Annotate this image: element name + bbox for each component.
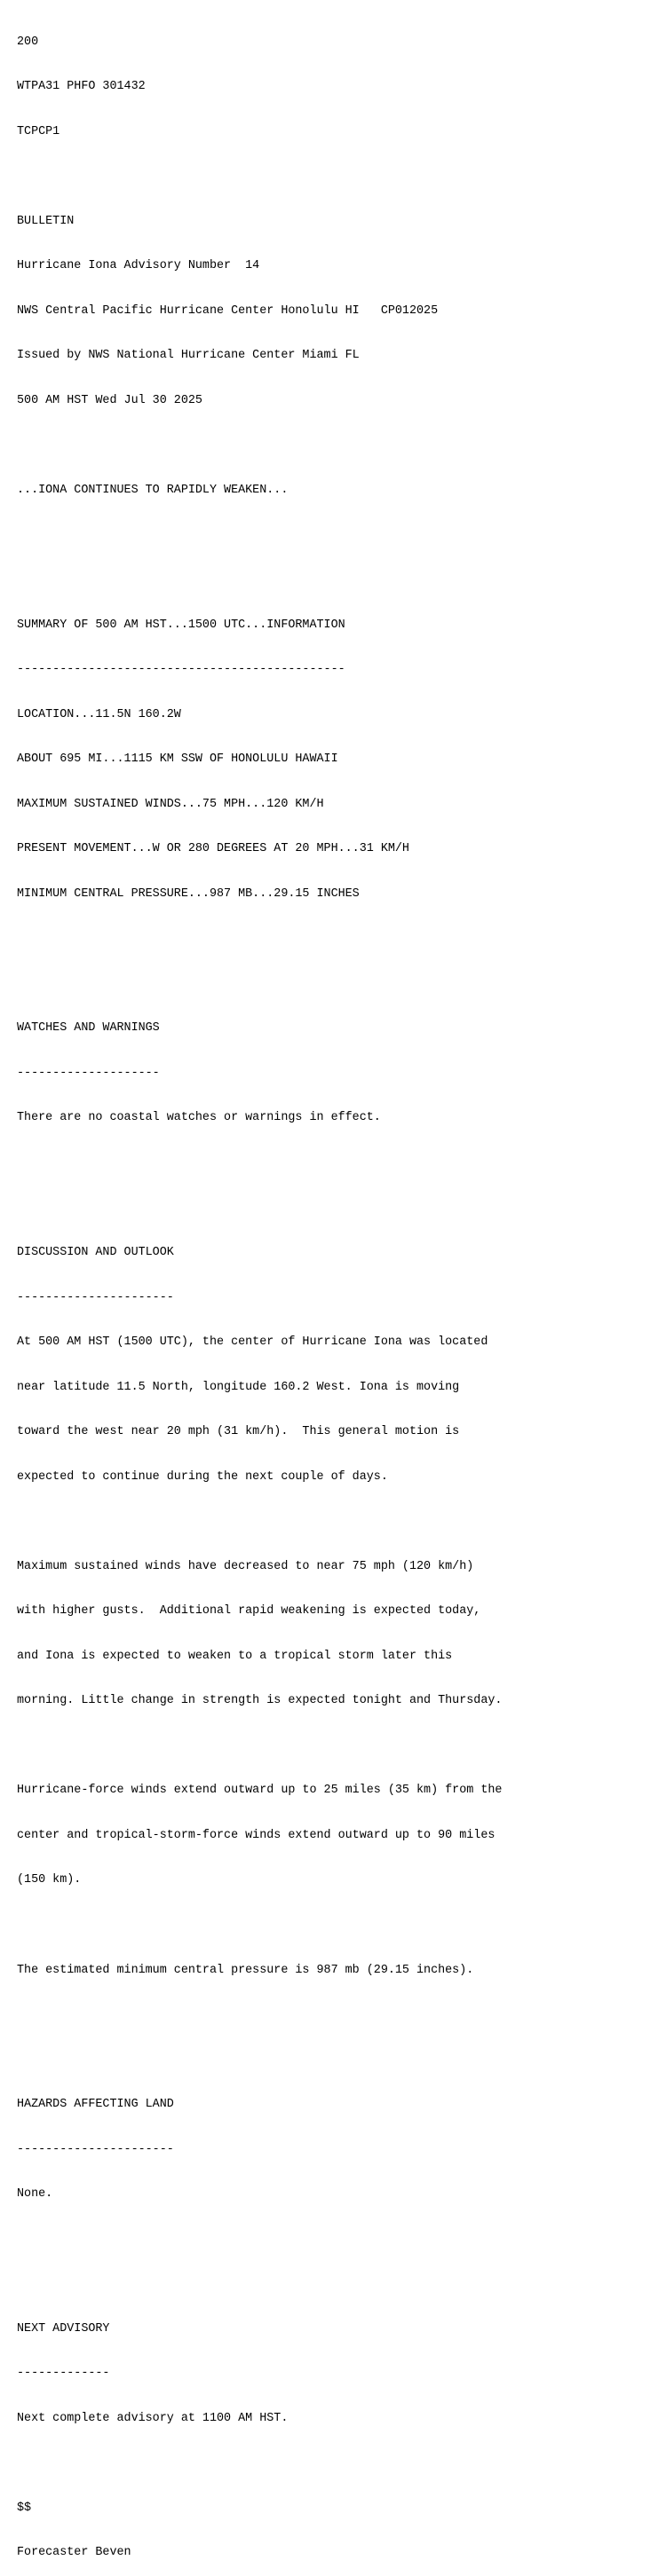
header-awips-id: TCPCP1 (17, 124, 60, 138)
advisory-document (17, 5, 502, 2576)
summary-rule: ---------------------------------------------- (17, 663, 345, 677)
summary-winds: MAXIMUM SUSTAINED WINDS...75 MPH...120 KM/H (17, 797, 324, 811)
hazards-title: HAZARDS AFFECTING LAND (17, 2098, 174, 2112)
issuing-center: NWS Central Pacific Hurricane Center Honolulu HI CP012025 (17, 303, 439, 318)
summary-title: SUMMARY OF 500 AM HST...1500 UTC...INFORMATION (17, 618, 345, 632)
bulletin-label: BULLETIN (17, 214, 75, 228)
blank-line (17, 1739, 502, 1754)
blank-line (17, 977, 502, 992)
blank-line (17, 2233, 502, 2248)
blank-line (17, 2053, 502, 2068)
blank-line (17, 573, 502, 588)
blank-line (17, 932, 502, 947)
blank-line (17, 438, 502, 453)
next-advisory-title: NEXT ADVISORY (17, 2321, 110, 2336)
watches-rule: -------------------- (17, 1066, 160, 1080)
discussion-line: and Iona is expected to weaken to a tropical storm later this (17, 1649, 453, 1663)
blank-line (17, 2456, 502, 2471)
watches-title: WATCHES AND WARNINGS (17, 1021, 160, 1036)
next-advisory-text: Next complete advisory at 1100 AM HST. (17, 2411, 289, 2425)
discussion-line: near latitude 11.5 North, longitude 160.2 West. Iona is moving (17, 1380, 460, 1394)
summary-distance: ABOUT 695 MI...1115 KM SSW OF HONOLULU HAWAII (17, 752, 338, 767)
hazards-rule: ---------------------- (17, 2142, 174, 2156)
discussion-rule: ---------------------- (17, 1290, 174, 1304)
summary-pressure: MINIMUM CENTRAL PRESSURE...987 MB...29.15 INCHES (17, 886, 360, 901)
blank-line (17, 1515, 502, 1530)
blank-line (17, 1918, 502, 1934)
discussion-line: with higher gusts. Additional rapid weakening is expected today, (17, 1604, 481, 1619)
discussion-title: DISCUSSION AND OUTLOOK (17, 1246, 174, 1260)
blank-line (17, 1201, 502, 1217)
header-code: 200 (17, 35, 39, 49)
next-advisory-rule: ------------- (17, 2367, 110, 2381)
discussion-line: The estimated minimum central pressure is 987 mb (29.15 inches). (17, 1963, 474, 1977)
discussion-line: Maximum sustained winds have decreased to near 75 mph (120 km/h) (17, 1559, 474, 1573)
headline: ...IONA CONTINUES TO RAPIDLY WEAKEN... (17, 484, 289, 497)
discussion-line: (150 km). (17, 1873, 82, 1887)
summary-location: LOCATION...11.5N 160.2W (17, 707, 181, 721)
discussion-line: morning. Little change in strength is expected tonight and Thursday. (17, 1694, 503, 1708)
blank-line (17, 169, 502, 185)
forecaster-name: Forecaster Beven (17, 2546, 131, 2560)
end-marker: $$ (17, 2501, 32, 2515)
discussion-line: expected to continue during the next couple of days. (17, 1469, 388, 1484)
discussion-line: Hurricane-force winds extend outward up to 25 miles (35 km) from the (17, 1784, 503, 1798)
discussion-line: At 500 AM HST (1500 UTC), the center of Hurricane Iona was located (17, 1335, 488, 1350)
blank-line (17, 2277, 502, 2292)
hazards-text: None. (17, 2187, 53, 2202)
blank-line (17, 529, 502, 544)
discussion-line: center and tropical-storm-force winds extend outward up to 90 miles (17, 1828, 496, 1842)
issue-time: 500 AM HST Wed Jul 30 2025 (17, 393, 202, 407)
blank-line (17, 1156, 502, 1171)
discussion-line: toward the west near 20 mph (31 km/h). This general motion is (17, 1425, 460, 1439)
advisory-title: Hurricane Iona Advisory Number 14 (17, 259, 260, 273)
header-wmo-id: WTPA31 PHFO 301432 (17, 80, 146, 94)
blank-line (17, 2008, 502, 2023)
issued-by: Issued by NWS National Hurricane Center Miami FL (17, 349, 360, 363)
summary-movement: PRESENT MOVEMENT...W OR 280 DEGREES AT 20 MPH...31 KM/H (17, 842, 409, 856)
watches-text: There are no coastal watches or warnings in effect. (17, 1111, 381, 1125)
